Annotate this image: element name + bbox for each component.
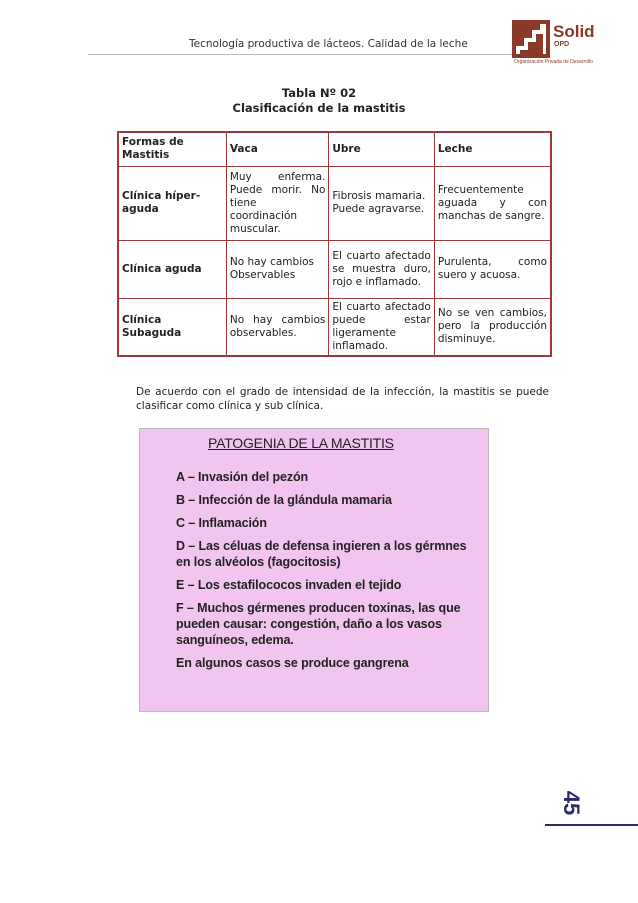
cell-forma: Clínica híper-aguda	[118, 166, 226, 240]
logo-name: Solid	[553, 22, 595, 41]
panel-item-d: D – Las céluas de defensa ingieren a los gérmnes en los alvéolos (fagocitosis)	[176, 539, 467, 569]
table-row	[118, 240, 551, 298]
panel-title: PATOGENIA DE LA MASTITIS	[208, 435, 394, 451]
header-formas: Formas de Mastitis	[118, 132, 226, 166]
cell-vaca: No hay cambios Observables	[226, 240, 329, 298]
cell-vaca: No hay cambios observables.	[226, 298, 329, 356]
logo-tagline: Organización Privada de Desarrollo	[514, 59, 593, 65]
panel-item-b: B – Infección de la glándula mamaria	[176, 493, 392, 507]
cell-leche: Frecuentemente aguada y con manchas de sangre.	[434, 166, 551, 240]
cell-vaca: Muy enferma. Puede morir. No tiene coordinación muscular.	[226, 166, 329, 240]
page-number-rule	[545, 824, 638, 826]
panel-item-a: A – Invasión del pezón	[176, 470, 309, 484]
header-leche: Leche	[434, 132, 551, 166]
body-paragraph: De acuerdo con el grado de intensidad de la infección, la mastitis se puede clasificar como clínica y sub clínica.	[136, 386, 549, 412]
cell-ubre: El cuarto afectado puede estar ligeramente inflamado.	[329, 298, 434, 356]
panel-item-f: F – Muchos gérmenes producen toxinas, las que pueden causar: congestión, daño a los vasos sanguíneos, edema.	[176, 601, 461, 647]
table-subtitle: Clasificación de la mastitis	[232, 101, 406, 115]
logo-mark-icon	[512, 20, 550, 58]
mastitis-table	[117, 131, 552, 357]
header-title: Tecnología productiva de lácteos. Calidad de la leche	[189, 38, 468, 50]
table-title: Tabla Nº 02	[281, 86, 357, 100]
table-row	[118, 166, 551, 240]
cell-forma: Clínica Subaguda	[118, 298, 226, 356]
patogenia-panel	[139, 428, 489, 712]
panel-item-c: C – Inflamación	[176, 516, 267, 530]
logo-sub: OPD	[554, 41, 570, 48]
header-ubre: Ubre	[329, 132, 434, 166]
table-row	[118, 298, 551, 356]
panel-list	[176, 469, 476, 678]
cell-leche: No se ven cambios, pero la producción disminuye.	[434, 298, 551, 356]
cell-ubre: El cuarto afectado se muestra duro, rojo e inflamado.	[329, 240, 434, 298]
panel-item-e: E – Los estafilococos invaden el tejido	[176, 578, 402, 592]
cell-forma: Clínica aguda	[118, 240, 226, 298]
panel-item-note: En algunos casos se produce gangrena	[176, 656, 409, 670]
cell-ubre: Fibrosis mamaria. Puede agravarse.	[329, 166, 434, 240]
solid-opd-logo	[512, 16, 622, 66]
header-rule	[88, 54, 513, 55]
cell-leche: Purulenta, como suero y acuosa.	[434, 240, 551, 298]
table-header-row	[118, 132, 551, 166]
page-number: 45	[559, 790, 584, 816]
header-vaca: Vaca	[226, 132, 329, 166]
